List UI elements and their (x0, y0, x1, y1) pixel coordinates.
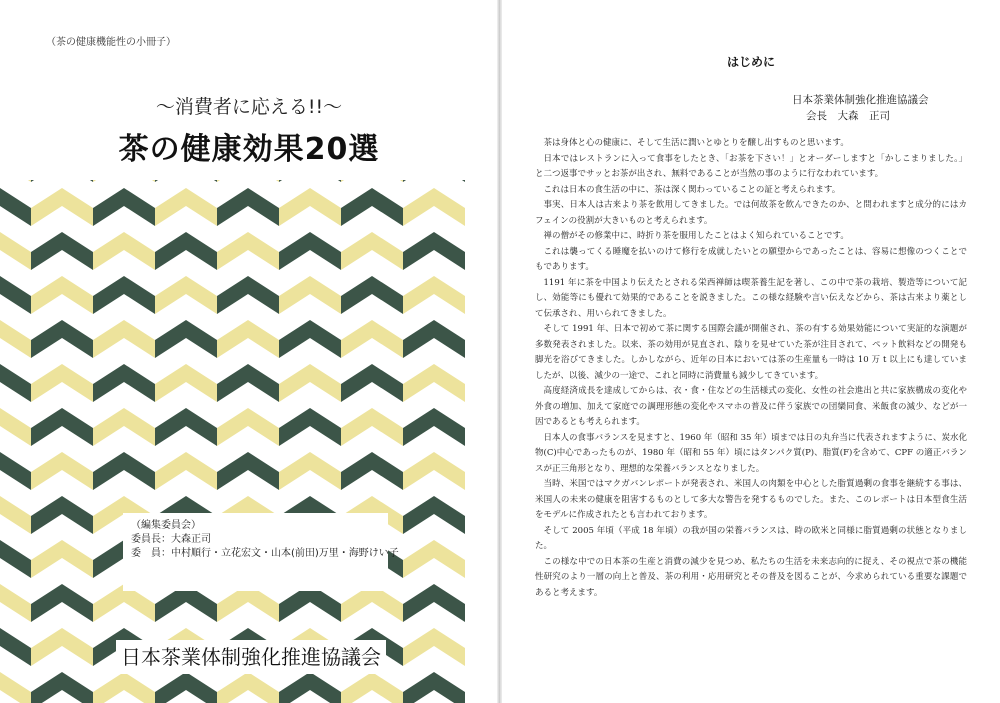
light-chevron-shape (403, 452, 465, 490)
dark-chevron-shape (155, 672, 217, 703)
light-chevron-shape (217, 180, 279, 182)
light-chevron-shape (403, 364, 465, 402)
editorial-chair: 委員長：大森正司 (131, 534, 211, 545)
dark-chevron-shape (31, 232, 93, 270)
preface-paragraph: 1191 年に茶を中国より伝えたとされる栄西禅師は喫茶養生記を著し、この中で茶の栽培、製造等について記し、効能等にも優れて効果的であることを説きました。この様な経験や言い伝えなどから、茶は古来より薬として伝承され、用いられてきました。 (535, 277, 967, 319)
chevron-pattern (0, 180, 498, 703)
dark-chevron-shape (403, 672, 465, 703)
light-chevron-shape (279, 364, 341, 402)
dark-chevron-shape (0, 452, 31, 490)
dark-chevron-shape (155, 180, 217, 182)
light-chevron-shape (31, 452, 93, 490)
preface-author: 会長 大森 正司 (806, 110, 890, 122)
dark-chevron-shape (93, 188, 155, 226)
editorial-heading: （編集委員会） (131, 520, 201, 531)
dark-chevron-shape (279, 232, 341, 270)
dark-chevron-shape (279, 180, 341, 182)
light-chevron-shape (93, 672, 155, 703)
light-chevron-shape (155, 188, 217, 226)
dark-chevron-shape (31, 496, 93, 534)
cover-publisher: 日本茶業体制強化推進協議会 (116, 640, 386, 674)
dark-chevron-shape (403, 408, 465, 446)
preface-paragraph: 茶は身体と心の健康に、そして生活に潤いとゆとりを醸し出すものと思います。 (543, 138, 849, 148)
dark-chevron-shape (155, 320, 217, 358)
preface-page (502, 0, 1000, 703)
light-chevron-shape (31, 188, 93, 226)
cover-title: 茶の健康効果20選 (118, 132, 380, 167)
dark-chevron-shape (403, 320, 465, 358)
light-chevron-shape (0, 496, 31, 534)
light-chevron-shape (93, 408, 155, 446)
dark-chevron-shape (279, 320, 341, 358)
light-chevron-shape (279, 188, 341, 226)
dark-chevron-shape (341, 452, 403, 490)
dark-chevron-shape (0, 276, 31, 314)
dark-chevron-shape (0, 628, 31, 666)
light-chevron-shape (31, 276, 93, 314)
light-chevron-shape (31, 628, 93, 666)
light-chevron-shape (155, 364, 217, 402)
light-chevron-shape (341, 232, 403, 270)
light-chevron-shape (217, 232, 279, 270)
dark-chevron-shape (155, 232, 217, 270)
dark-chevron-shape (403, 180, 465, 182)
light-chevron-shape (0, 672, 31, 703)
dark-chevron-shape (403, 584, 465, 622)
preface-paragraph: 当時、米国ではマクガバンレポートが発表され、米国人の肉類を中心とした脂質過剰の食事を継続する事は、米国人の未来の健康を阻害するものとして多大な警告を発するものでした。また、このレポートは日本型食生活をモデルに作成されたとも言われております。 (535, 479, 967, 520)
dark-chevron-shape (279, 408, 341, 446)
light-chevron-shape (93, 180, 155, 182)
light-chevron-shape (403, 628, 465, 666)
light-chevron-shape (341, 320, 403, 358)
preface-body (535, 136, 967, 601)
cover-subtitle: 〜消費者に応える!!〜 (155, 96, 343, 118)
light-chevron-shape (403, 276, 465, 314)
dark-chevron-shape (217, 452, 279, 490)
light-chevron-shape (217, 408, 279, 446)
dark-chevron-shape (403, 232, 465, 270)
dark-chevron-shape (155, 408, 217, 446)
preface-paragraph: そして 1991 年、日本で初めて茶に関する国際会議が開催され、茶の有する効果効能について実証的な演題が多数発表されました。以来、茶の効用が見直され、陰りを見せていた茶が注目されて、ペット飲料などの開発も脚光を浴びてきました。しかしながら、近年の日本においては茶の生産量も一時は 10 万 t 以上にも達していましたが、以後、減少の一途で、これと同時に消費量も減少してきています。 (535, 324, 967, 381)
light-chevron-shape (279, 276, 341, 314)
preface-organization: 日本茶業体制強化推進協議会 (792, 94, 929, 106)
series-label: （茶の健康機能性の小冊子） (46, 37, 176, 48)
light-chevron-shape (279, 452, 341, 490)
dark-chevron-shape (279, 672, 341, 703)
editorial-members: 委 員：中村順行・立花宏文・山本(前田)万里・海野けい子 (131, 548, 399, 559)
dark-chevron-shape (341, 276, 403, 314)
cover-page (0, 0, 498, 703)
dark-chevron-shape (93, 276, 155, 314)
light-chevron-shape (341, 408, 403, 446)
light-chevron-shape (341, 180, 403, 182)
dark-chevron-shape (93, 364, 155, 402)
dark-chevron-shape (217, 276, 279, 314)
preface-paragraph: 高度経済成長を達成してからは、衣・食・住などの生活様式の変化、女性の社会進出と共に家族構成の変化や外食の増加、加えて家庭での調理形態の変化やスマホの普及に伴う家族での団欒同食、米飯食の減少、などが一因であるとも考えられます。 (535, 386, 967, 427)
preface-paragraph: 禅の僧がその修業中に、時折り茶を服用したことはよく知られていることです。 (543, 231, 849, 241)
light-chevron-shape (0, 584, 31, 622)
preface-paragraph: 事実、日本人は古来より茶を飲用してきました。では何故茶を飲んできたのか、と問われますと成分的にはカフェインの役割が大きいものと考えられます。 (535, 200, 967, 226)
light-chevron-shape (93, 232, 155, 270)
light-chevron-shape (31, 364, 93, 402)
light-chevron-shape (93, 320, 155, 358)
light-chevron-shape (31, 540, 93, 578)
dark-chevron-shape (341, 188, 403, 226)
light-chevron-shape (0, 232, 31, 270)
preface-paragraph: 日本ではレストランに入って食事をしたとき、「お茶を下さい！」とオーダーしますと「かしこまりました。」と二つ返事でサッとお茶が出され、無料であることが当然の事のように行なわれています。 (535, 153, 967, 179)
light-chevron-shape (0, 320, 31, 358)
preface-paragraph: この様な中での日本茶の生産と消費の減少を見つめ、私たちの生活を未来志向的に捉え、その視点で茶の機能性研究のより一層の向上と普及、茶の利用・応用研究とその普及を図ることが、今求められている重要な課題であると考えます。 (535, 556, 967, 598)
dark-chevron-shape (31, 584, 93, 622)
dark-chevron-shape (341, 364, 403, 402)
light-chevron-shape (341, 672, 403, 703)
dark-chevron-shape (31, 180, 93, 182)
dark-chevron-shape (31, 320, 93, 358)
dark-chevron-shape (31, 408, 93, 446)
light-chevron-shape (155, 276, 217, 314)
preface-paragraph: そして 2005 年頃（平成 18 年頃）の我が国の栄養バランスは、時の欧米と同様に脂質過剰の状態となりました。 (535, 525, 967, 551)
dark-chevron-shape (403, 496, 465, 534)
dark-chevron-shape (31, 672, 93, 703)
preface-paragraph: これは日本の食生活の中に、茶は深く関わっていることの証と考えられます。 (543, 184, 841, 195)
preface-heading: はじめに (726, 55, 775, 69)
preface-paragraph: 日本人の食事バランスを見ますと、1960 年（昭和 35 年）頃までは日の丸弁当に代表されますように、炭水化物(C)中心であったものが、1980 年（昭和 55 年）頃にはタンパク質(P)、脂質(F)を含めて、CPF の適正バランスが正三角形となり、理想的な栄養バランスとなりました。 (535, 432, 967, 474)
light-chevron-shape (0, 408, 31, 446)
dark-chevron-shape (217, 188, 279, 226)
dark-chevron-shape (217, 364, 279, 402)
light-chevron-shape (155, 452, 217, 490)
light-chevron-shape (217, 320, 279, 358)
light-chevron-shape (0, 180, 31, 182)
preface-paragraph: これは襲ってくる睡魔を払いのけて修行を成就したいとの願望からであったことは、容易に想像のつくことでもであります。 (535, 246, 967, 272)
light-chevron-shape (403, 188, 465, 226)
dark-chevron-shape (0, 540, 31, 578)
editorial-committee (123, 513, 399, 591)
light-chevron-shape (403, 540, 465, 578)
dark-chevron-shape (0, 188, 31, 226)
dark-chevron-shape (0, 364, 31, 402)
light-chevron-shape (217, 672, 279, 703)
dark-chevron-shape (93, 452, 155, 490)
